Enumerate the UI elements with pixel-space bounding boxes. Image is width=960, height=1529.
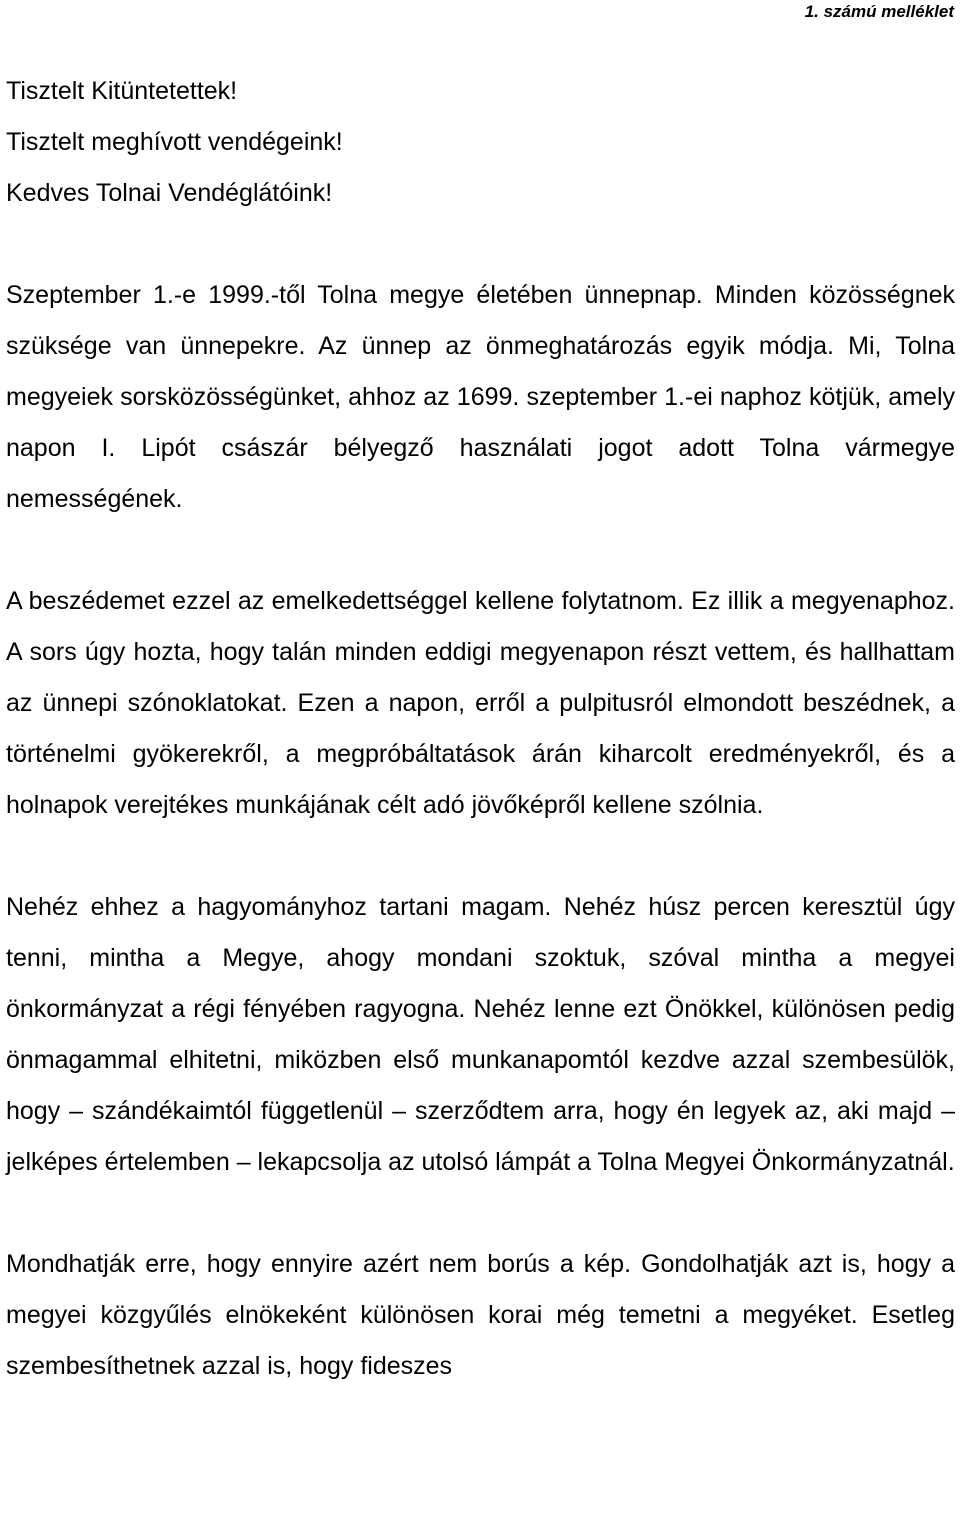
greeting-line: Tisztelt meghívott vendégeink! <box>6 128 343 156</box>
greeting-line: Tisztelt Kitüntetettek! <box>6 77 238 105</box>
greeting-block <box>6 66 955 219</box>
paragraph: Nehéz ehhez a hagyományhoz tartani magam. Nehéz húsz percen keresztül úgy tenni, mintha a Megye, ahogy mondani szoktuk, szóval mintha a megyei önkormányzat a régi fényében ragyogna. Nehéz lenne ezt Önökkel, különösen pedig önmagammal elhitetni, miközben első munkanapomtól kezdve azzal szembesülök, hogy – szándékaimtól függetlenül – szerződtem arra, hogy én legyek az, aki majd – jelképes értelemben – lekapcsolja az utolsó lámpát a Tolna Megyei Önkormányzatnál. <box>6 893 955 1176</box>
document-body <box>6 66 955 1392</box>
annex-label: 1. számú melléklet <box>804 2 954 21</box>
paragraph: A beszédemet ezzel az emelkedettséggel kellene folytatnom. Ez illik a megyenaphoz. A sors úgy hozta, hogy talán minden eddigi megyenapon részt vettem, és hallhattam az ünnepi szónoklatokat. Ezen a napon, erről a pulpitusról elmondott beszédnek, a történelmi gyökerekről, a megpróbáltatások árán kiharcolt eredményekről, és a holnapok verejtékes munkájának célt adó jövőképről kellene szólnia. <box>6 587 955 819</box>
greeting-line: Kedves Tolnai Vendéglátóink! <box>6 179 333 207</box>
paragraph: Szeptember 1.-e 1999.-től Tolna megye életében ünnepnap. Minden közösségnek szüksége van ünnepekre. Az ünnep az önmeghatározás egyik módja. Mi, Tolna megyeiek sorsközösségünket, ahhoz az 1699. szeptember 1.-ei naphoz kötjük, amely napon I. Lipót császár bélyegző használati jogot adott Tolna vármegye nemességének. <box>6 281 955 513</box>
paragraph: Mondhatják erre, hogy ennyire azért nem borús a kép. Gondolhatják azt is, hogy a megyei közgyűlés elnökeként különösen korai még temetni a megyéket. Esetleg szembesíthetnek azzal is, hogy fideszes <box>6 1250 955 1380</box>
